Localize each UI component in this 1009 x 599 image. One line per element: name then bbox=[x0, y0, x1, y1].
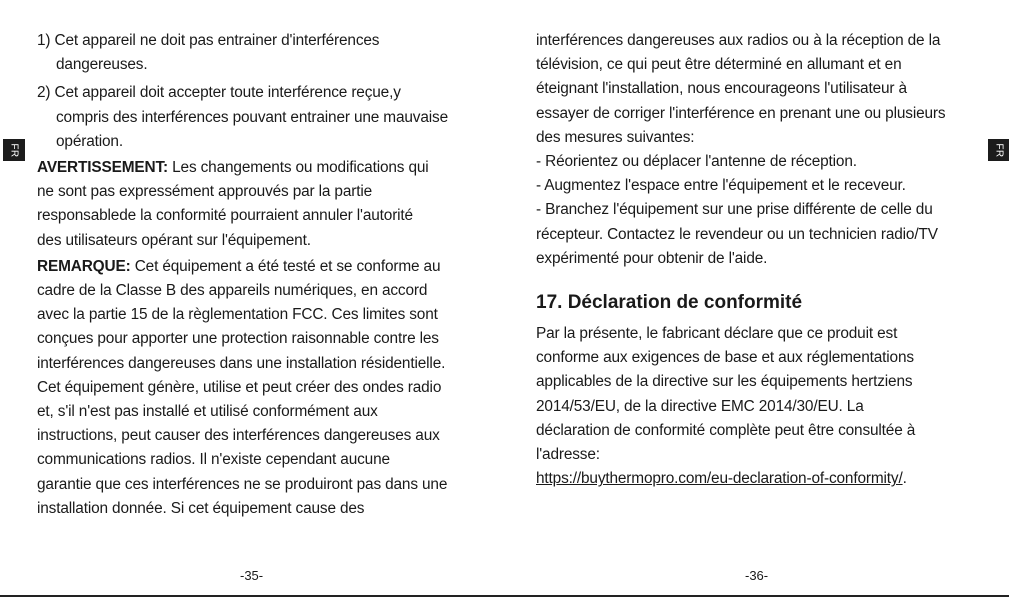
continuation-line: interférences dangereuses aux radios ou à la réception de la bbox=[536, 32, 941, 49]
language-tab-label: FR bbox=[8, 142, 20, 158]
page-number: -35- bbox=[240, 568, 264, 583]
warning-line: ne sont pas expressément approuvés par la partie bbox=[37, 183, 373, 201]
declaration-line: applicables de la directive sur les équipements hertziens bbox=[536, 373, 913, 391]
right-page-content bbox=[536, 29, 981, 491]
section-heading: 17. Déclaration de conformité bbox=[536, 292, 803, 314]
item2-line-2: compris des interférences pouvant entrainer une mauvaise bbox=[56, 108, 448, 126]
page-number: -36- bbox=[745, 568, 769, 583]
continuation-line: essayer de corriger l'interférence en prenant une ou plusieurs bbox=[536, 104, 946, 122]
item1-line-2: dangereuses. bbox=[56, 56, 148, 74]
continuation-line: éteignant l'installation, nous encourageons l'utilisateur à bbox=[536, 80, 907, 98]
measure-item: - Augmentez l'espace entre l'équipement et le receveur. bbox=[536, 177, 906, 195]
url-suffix: . bbox=[902, 470, 907, 488]
note-line: cadre de la Classe B des appareils numériques, en accord bbox=[37, 282, 428, 300]
continuation-line: des mesures suivantes: bbox=[536, 128, 695, 146]
warning-line: responsablede la conformité pourraient annuler l'autorité bbox=[37, 207, 413, 225]
measure-item-continued: expérimenté pour obtenir de l'aide. bbox=[536, 249, 768, 267]
measure-item: - Réorientez ou déplacer l'antenne de réception. bbox=[536, 153, 857, 171]
continuation-line: télévision, ce qui peut être déterminé en allumant et en bbox=[536, 56, 902, 74]
declaration-line: déclaration de conformité complète peut être consultée à bbox=[536, 421, 916, 439]
declaration-url-line bbox=[536, 467, 981, 491]
warning-label: AVERTISSEMENT: bbox=[37, 159, 169, 177]
note-first-line bbox=[37, 255, 482, 279]
left-page-content bbox=[37, 29, 482, 521]
bottom-divider bbox=[0, 595, 1009, 597]
declaration-line: l'adresse: bbox=[536, 446, 600, 464]
note-text-start: Cet équipement a été testé et se conforme au bbox=[130, 257, 441, 275]
note-line: conçues pour apporter une protection raisonnable contre les bbox=[37, 330, 439, 348]
note-line: instructions, peut causer des interférences dangereuses aux bbox=[37, 427, 440, 445]
item2-line-3: opération. bbox=[56, 132, 123, 150]
left-page bbox=[0, 0, 504, 599]
note-line: et, s'il n'est pas installé et utilisé conformément aux bbox=[37, 403, 378, 421]
measure-item: - Branchez l'équipement sur une prise différente de celle du bbox=[536, 201, 933, 219]
measure-item-continued: récepteur. Contactez le revendeur ou un technicien radio/TV bbox=[536, 225, 938, 243]
warning-text-start: Les changements ou modifications qui bbox=[168, 159, 429, 177]
note-line: communications radios. Il n'existe cependant aucune bbox=[37, 451, 390, 469]
language-tab bbox=[988, 139, 1009, 161]
declaration-line: conforme aux exigences de base et aux réglementations bbox=[536, 349, 914, 367]
warning-first-line bbox=[37, 156, 482, 180]
note-line: installation donnée. Si cet équipement cause des bbox=[37, 499, 365, 517]
declaration-url-link[interactable]: https://buythermopro.com/eu-declaration-of-conformity/ bbox=[536, 470, 903, 488]
item1-line-1: 1) Cet appareil ne doit pas entrainer d'interférences bbox=[37, 32, 380, 49]
warning-line: des utilisateurs opérant sur l'équipement. bbox=[37, 231, 311, 249]
note-line: garantie que ces interférences ne se produiront pas dans une bbox=[37, 475, 448, 493]
right-page bbox=[505, 0, 1009, 599]
language-tab-label: FR bbox=[993, 142, 1005, 158]
note-label: REMARQUE: bbox=[37, 257, 131, 275]
note-line: avec la partie 15 de la règlementation FCC. Ces limites sont bbox=[37, 306, 438, 324]
note-line: Cet équipement génère, utilise et peut créer des ondes radio bbox=[37, 378, 442, 396]
declaration-line: 2014/53/EU, de la directive EMC 2014/30/EU. La bbox=[536, 397, 864, 415]
note-line: interférences dangereuses dans une installation résidentielle. bbox=[37, 354, 446, 372]
declaration-line: Par la présente, le fabricant déclare que ce produit est bbox=[536, 325, 898, 343]
language-tab bbox=[3, 139, 25, 161]
item2-line-1: 2) Cet appareil doit accepter toute interférence reçue,y bbox=[37, 84, 401, 102]
